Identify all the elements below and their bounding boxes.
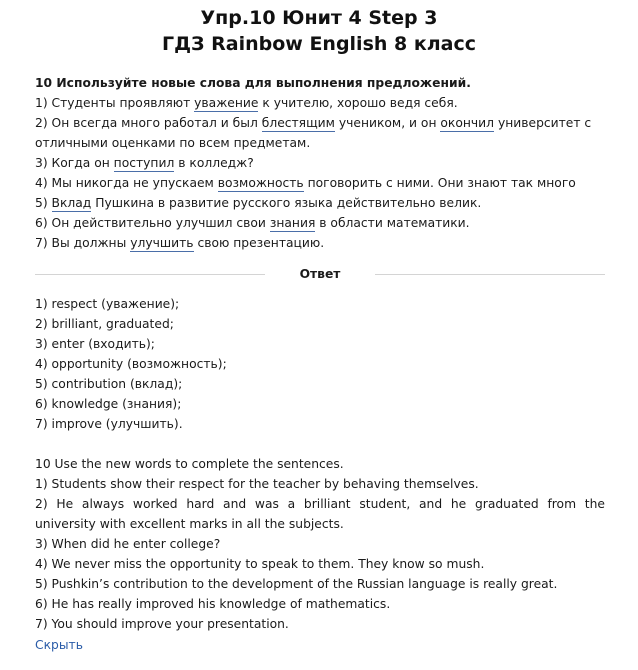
- answer-item: 7) improve (улучшить).: [35, 417, 183, 431]
- answer-label: Ответ: [299, 267, 341, 281]
- english-item-5: 5) Pushkin’s contribution to the development of the Russian language is really great.: [35, 577, 558, 591]
- english-item-6: 6) He has really improved his knowledge of mathematics.: [35, 597, 391, 611]
- text: университет с: [494, 116, 592, 130]
- english-item-2-cont: university with excellent marks in all the subjects.: [35, 517, 344, 531]
- english-item-1: 1) Students show their respect for the teacher by behaving themselves.: [35, 477, 479, 491]
- russian-task: [35, 73, 605, 253]
- text: поговорить с ними. Они знают так много: [303, 176, 576, 190]
- russian-task-heading: 10 Используйте новые слова для выполнения предложений.: [35, 76, 471, 90]
- keyword: уважение: [194, 96, 259, 110]
- russian-item-6: [35, 213, 605, 233]
- russian-item-3: [35, 153, 605, 173]
- text: к учителю, хорошо ведя себя.: [258, 96, 458, 110]
- text: 5): [35, 196, 52, 210]
- hide-link[interactable]: Скрыть: [35, 638, 83, 652]
- english-task-heading: 10 Use the new words to complete the sentences.: [35, 457, 344, 471]
- text: в колледж?: [174, 156, 254, 170]
- russian-item-2-cont: отличными оценками по всем предметам.: [35, 136, 311, 150]
- text: 1) Студенты проявляют: [35, 96, 195, 110]
- text: 3) Когда он: [35, 156, 114, 170]
- russian-item-7: [35, 233, 605, 253]
- answer-item: 4) opportunity (возможность);: [35, 357, 227, 371]
- english-item-7: 7) You should improve your presentation.: [35, 617, 289, 631]
- text: 4) Мы никогда не упускаем: [35, 176, 218, 190]
- text: в области математики.: [315, 216, 470, 230]
- keyword: возможность: [217, 176, 304, 190]
- keyword: окончил: [440, 116, 495, 130]
- english-item-2: 2) He always worked hard and was a brilliant student, and he graduated from the: [35, 497, 605, 511]
- english-item-3: 3) When did he enter college?: [35, 537, 221, 551]
- answer-item: 5) contribution (вклад);: [35, 377, 183, 391]
- russian-item-4: [35, 173, 605, 193]
- title-line-1: Упр.10 Юнит 4 Step 3: [200, 7, 438, 29]
- russian-item-1: [35, 93, 605, 113]
- answer-item: 6) knowledge (знания);: [35, 397, 182, 411]
- text: Пушкина в развитие русского языка действительно велик.: [91, 196, 482, 210]
- title-line-2: ГДЗ Rainbow English 8 класс: [161, 33, 477, 55]
- keyword: Вклад: [51, 196, 92, 210]
- answer-item: 1) respect (уважение);: [35, 297, 180, 311]
- page-title: [0, 0, 638, 57]
- russian-item-5: [35, 193, 605, 213]
- keyword: поступил: [113, 156, 175, 170]
- keyword: улучшить: [130, 236, 194, 250]
- text: 2) Он всегда много работал и был: [35, 116, 262, 130]
- text: 6) Он действительно улучшил свои: [35, 216, 270, 230]
- answer-item: 2) brilliant, graduated;: [35, 317, 174, 331]
- keyword: блестящим: [261, 116, 335, 130]
- answer-item: 3) enter (входить);: [35, 337, 155, 351]
- keyword: знания: [269, 216, 316, 230]
- english-task: [35, 454, 605, 634]
- text: 7) Вы должны: [35, 236, 131, 250]
- answer-divider: [35, 264, 605, 284]
- text: учеником, и он: [334, 116, 441, 130]
- english-item-4: 4) We never miss the opportunity to speak to them. They know so mush.: [35, 557, 485, 571]
- answers-list: [35, 294, 605, 434]
- divider-rule-right: [375, 274, 605, 275]
- russian-item-2: [35, 113, 605, 133]
- text: свою презентацию.: [193, 236, 325, 250]
